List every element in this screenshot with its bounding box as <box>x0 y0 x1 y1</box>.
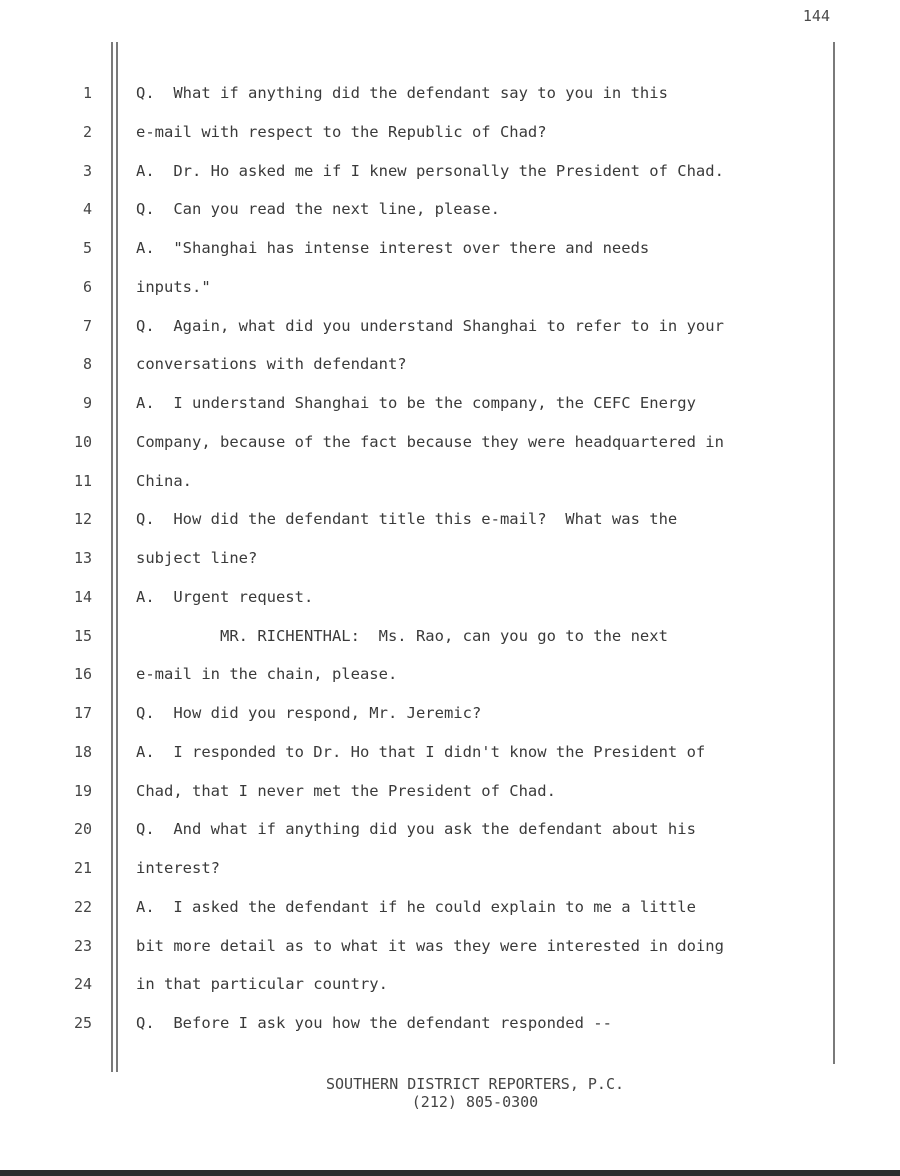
line-number: 15 <box>73 626 92 645</box>
transcript-line <box>0 778 900 817</box>
line-number: 3 <box>82 161 92 180</box>
line-number: 2 <box>82 122 92 141</box>
transcript-lines <box>0 80 900 1049</box>
transcript-line <box>0 739 900 778</box>
line-text: interest? <box>136 859 220 877</box>
transcript-line <box>0 700 900 739</box>
line-text: A. I understand Shanghai to be the company, the CEFC Energy <box>136 394 696 412</box>
line-number: 6 <box>82 277 92 296</box>
transcript-line <box>0 429 900 468</box>
line-text: Q. Again, what did you understand Shanghai to refer to in your <box>136 316 724 335</box>
line-text: China. <box>136 471 192 490</box>
line-text: A. Dr. Ho asked me if I knew personally the President of Chad. <box>136 161 724 180</box>
line-number: 12 <box>73 510 92 529</box>
line-text: bit more detail as to what it was they were interested in doing <box>136 936 724 955</box>
line-text: subject line? <box>136 549 258 567</box>
line-number: 17 <box>73 704 92 722</box>
transcript-line <box>0 1010 900 1049</box>
transcript-line <box>0 584 900 623</box>
line-text: inputs." <box>136 277 211 296</box>
line-number: 22 <box>73 897 92 916</box>
line-number: 7 <box>82 316 92 335</box>
line-text: Q. Can you read the next line, please. <box>136 200 500 219</box>
transcript-line <box>0 390 900 429</box>
transcript-line <box>0 545 900 584</box>
line-text: Q. How did the defendant title this e-mail? What was the <box>136 510 678 529</box>
line-number: 1 <box>82 84 92 102</box>
line-text: Q. What if anything did the defendant say to you in this <box>136 84 668 102</box>
transcript-line <box>0 80 900 119</box>
transcript-line <box>0 661 900 700</box>
transcript-line <box>0 158 900 197</box>
footer-phone: (212) 805-0300 <box>411 1093 539 1111</box>
transcript-line <box>0 933 900 972</box>
line-number: 10 <box>73 432 92 451</box>
line-text: Q. Before I ask you how the defendant responded -- <box>136 1014 612 1032</box>
transcript-line <box>0 816 900 855</box>
line-text: MR. RICHENTHAL: Ms. Rao, can you go to the next <box>136 626 668 645</box>
line-number: 25 <box>73 1014 92 1032</box>
line-number: 4 <box>82 200 92 219</box>
line-text: Q. And what if anything did you ask the defendant about his <box>136 820 696 839</box>
page-footer <box>0 1075 900 1111</box>
transcript-line <box>0 855 900 894</box>
line-text: A. Urgent request. <box>136 587 314 606</box>
line-number: 5 <box>82 239 92 257</box>
line-number: 11 <box>73 471 92 490</box>
footer-company: SOUTHERN DISTRICT REPORTERS, P.C. <box>325 1075 624 1093</box>
transcript-line <box>0 506 900 545</box>
line-text: e-mail with respect to the Republic of Chad? <box>136 122 547 141</box>
line-text: Chad, that I never met the President of Chad. <box>136 781 556 800</box>
line-number: 19 <box>73 781 92 800</box>
line-text: conversations with defendant? <box>136 355 407 374</box>
line-number: 21 <box>73 859 92 877</box>
transcript-line <box>0 196 900 235</box>
transcript-line <box>0 313 900 352</box>
line-number: 24 <box>73 975 92 994</box>
line-number: 18 <box>73 742 92 761</box>
line-text: in that particular country. <box>136 975 388 994</box>
line-text: A. I responded to Dr. Ho that I didn't know the President of <box>136 742 706 761</box>
line-text: Company, because of the fact because they were headquartered in <box>136 432 724 451</box>
line-number: 23 <box>73 936 92 955</box>
transcript-line <box>0 623 900 662</box>
transcript-line <box>0 274 900 313</box>
line-text: Q. How did you respond, Mr. Jeremic? <box>136 704 482 722</box>
transcript-line <box>0 351 900 390</box>
line-text: e-mail in the chain, please. <box>136 665 398 684</box>
line-number: 14 <box>73 587 92 606</box>
bottom-bar <box>0 1170 900 1176</box>
page-number: 144 <box>802 7 830 25</box>
line-number: 20 <box>73 820 92 839</box>
line-number: 13 <box>73 549 92 567</box>
transcript-line <box>0 971 900 1010</box>
line-number: 9 <box>82 394 92 412</box>
transcript-line <box>0 235 900 274</box>
line-number: 8 <box>82 355 92 374</box>
transcript-line <box>0 468 900 507</box>
transcript-line <box>0 894 900 933</box>
line-text: A. I asked the defendant if he could explain to me a little <box>136 897 696 916</box>
transcript-line <box>0 119 900 158</box>
line-text: A. "Shanghai has intense interest over there and needs <box>136 239 650 257</box>
line-number: 16 <box>73 665 92 684</box>
